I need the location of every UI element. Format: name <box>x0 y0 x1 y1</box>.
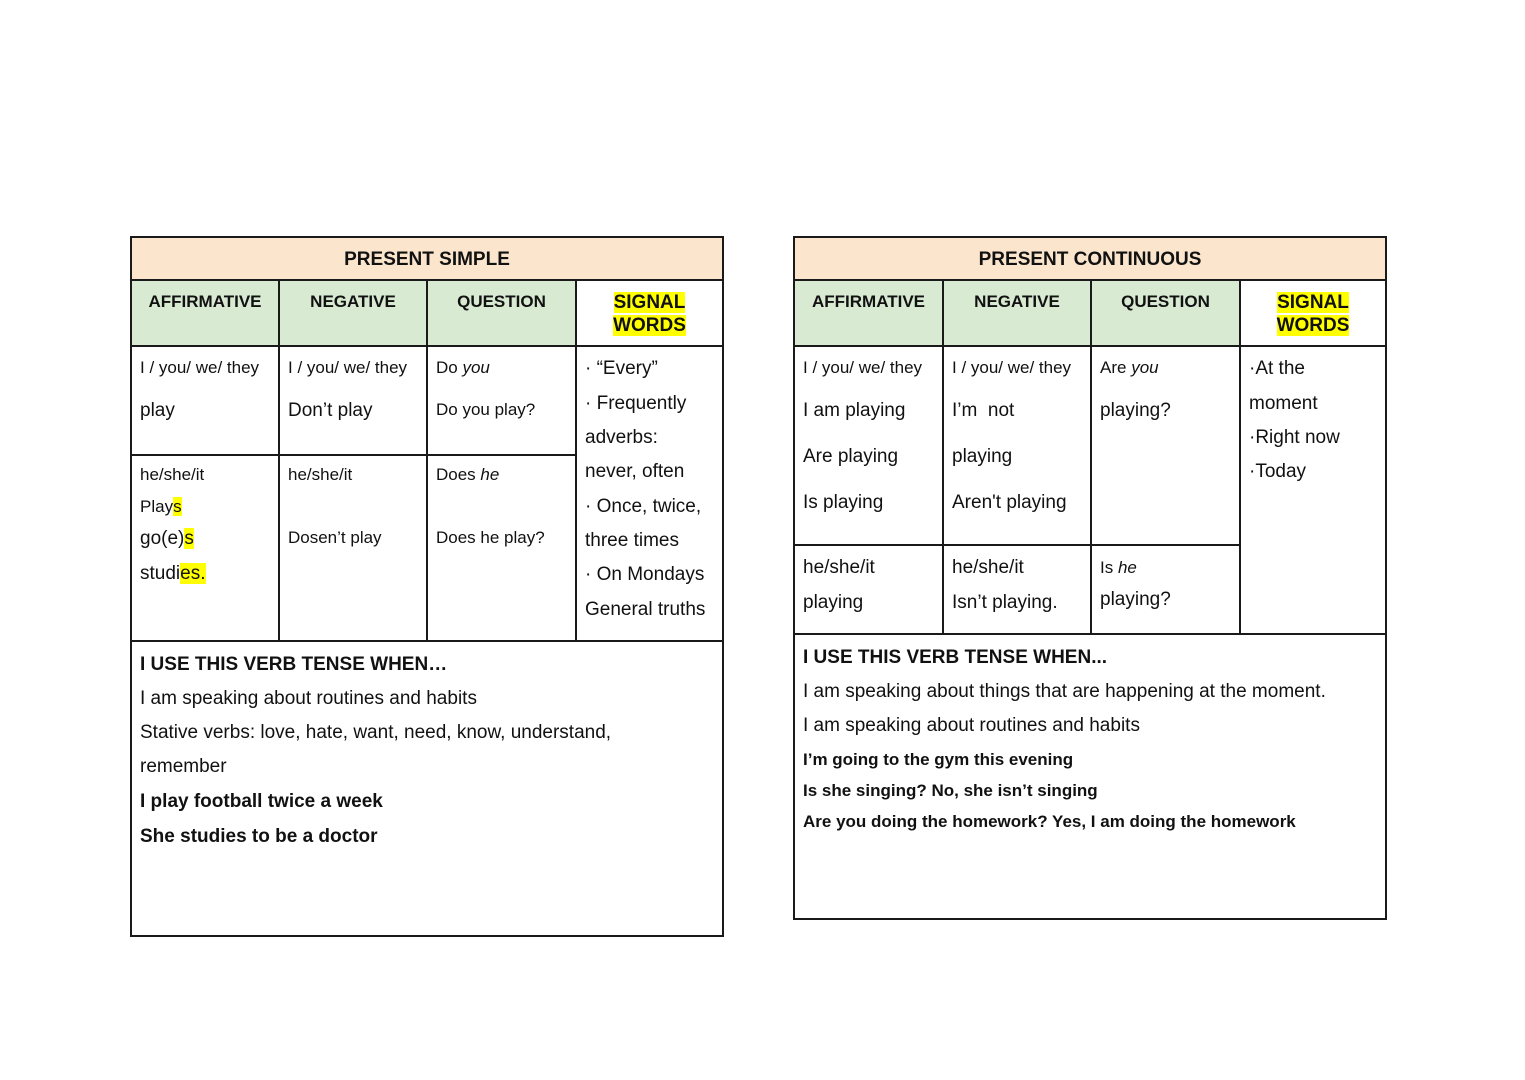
verb-plays: Plays <box>140 497 182 516</box>
verb-form: Is playing <box>803 492 884 513</box>
question-example: playing? <box>1100 589 1171 610</box>
signal-word: ·Today <box>1249 461 1307 482</box>
usage-example: I’m going to the gym this evening <box>803 750 1074 769</box>
usage-line: remember <box>140 756 227 777</box>
verb-studies: studies. <box>140 563 206 584</box>
question-subject: Are you <box>1100 358 1159 377</box>
question-subject: Is he <box>1100 558 1137 577</box>
header-question: QUESTION <box>1092 281 1239 347</box>
present-continuous-title: PRESENT CONTINUOUS <box>795 238 1385 281</box>
usage-example: Are you doing the homework? Yes, I am doing the homework <box>803 812 1296 831</box>
usage-example: Is she singing? No, she isn’t singing <box>803 781 1098 800</box>
present-continuous-table <box>793 236 1387 920</box>
usage-heading: I USE THIS VERB TENSE WHEN... <box>803 647 1108 668</box>
usage-example: She studies to be a doctor <box>140 826 378 847</box>
header-signal-words <box>1241 281 1385 347</box>
pronoun-label: he/she/it <box>803 557 875 578</box>
usage-heading: I USE THIS VERB TENSE WHEN… <box>140 654 448 675</box>
signal-words-highlight: SIGNAL WORDS <box>1276 292 1350 336</box>
ps-question-plural-cell <box>428 349 575 454</box>
ps-affirmative-plural-cell <box>132 349 278 454</box>
question-example: Does he play? <box>436 528 545 547</box>
ps-question-singular-cell <box>428 456 575 640</box>
usage-line: Stative verbs: love, hate, want, need, know, understand, <box>140 722 612 743</box>
pc-affirmative-plural-cell <box>795 349 942 544</box>
question-example: Do you play? <box>436 400 536 419</box>
verb-form: playing <box>803 592 864 613</box>
usage-line: I am speaking about routines and habits <box>140 688 477 709</box>
signal-word: never, often <box>585 461 685 482</box>
pronoun-label: I / you/ we/ they <box>952 358 1072 377</box>
present-simple-title: PRESENT SIMPLE <box>132 238 722 281</box>
pronoun-label: he/she/it <box>288 465 353 484</box>
pc-negative-plural-cell <box>944 349 1090 544</box>
pronoun-label: I / you/ we/ they <box>288 358 408 377</box>
ps-negative-singular-cell <box>280 456 426 640</box>
pc-signal-words-cell <box>1241 349 1385 633</box>
verb-goes: go(e)s <box>140 528 194 549</box>
signal-word: moment <box>1249 393 1318 414</box>
signal-word: · “Every” <box>585 358 658 379</box>
ps-negative-plural-cell <box>280 349 426 454</box>
pronoun-label: he/she/it <box>952 557 1024 578</box>
usage-example: I play football twice a week <box>140 791 383 812</box>
header-negative: NEGATIVE <box>280 281 426 347</box>
verb-form: Don’t play <box>288 400 373 421</box>
signal-word: General truths <box>585 599 706 620</box>
pronoun-label: he/she/it <box>140 465 205 484</box>
signal-word: ·Right now <box>1249 427 1340 448</box>
usage-line: I am speaking about things that are happening at the moment. <box>803 681 1326 702</box>
header-negative: NEGATIVE <box>944 281 1090 347</box>
present-simple-table <box>130 236 724 937</box>
verb-form: I’m not <box>952 400 1015 421</box>
verb-form: playing <box>952 446 1013 467</box>
signal-words-highlight: SIGNAL WORDS <box>613 292 686 336</box>
pronoun-label: I / you/ we/ they <box>140 358 260 377</box>
verb-form: Isn’t playing. <box>952 592 1058 613</box>
header-question: QUESTION <box>428 281 575 347</box>
verb-form: play <box>140 400 175 421</box>
ps-affirmative-singular-cell <box>132 456 278 640</box>
ps-signal-words-cell <box>577 349 722 640</box>
signal-word: ·At the <box>1249 358 1305 379</box>
question-subject: Do you <box>436 358 490 377</box>
signal-word: · On Mondays <box>585 564 705 585</box>
signal-word: adverbs: <box>585 427 658 448</box>
pronoun-label: I / you/ we/ they <box>803 358 923 377</box>
signal-word: · Once, twice, <box>585 496 702 517</box>
verb-form: Dosen’t play <box>288 528 382 547</box>
verb-form: I am playing <box>803 400 906 421</box>
pc-question-plural-cell <box>1092 349 1239 544</box>
header-signal-words <box>577 281 722 347</box>
pc-affirmative-singular-cell <box>795 546 942 633</box>
header-affirmative: AFFIRMATIVE <box>132 281 278 347</box>
question-subject: Does he <box>436 465 500 484</box>
usage-line: I am speaking about routines and habits <box>803 715 1140 736</box>
verb-form: Aren't playing <box>952 492 1067 513</box>
question-example: playing? <box>1100 400 1171 421</box>
signal-word: · Frequently <box>585 393 687 414</box>
verb-form: Are playing <box>803 446 899 467</box>
pc-negative-singular-cell <box>944 546 1090 633</box>
signal-word: three times <box>585 530 679 551</box>
ps-usage-section <box>140 642 714 932</box>
pc-question-singular-cell <box>1092 546 1239 633</box>
header-affirmative: AFFIRMATIVE <box>795 281 942 347</box>
pc-usage-section <box>803 635 1377 915</box>
